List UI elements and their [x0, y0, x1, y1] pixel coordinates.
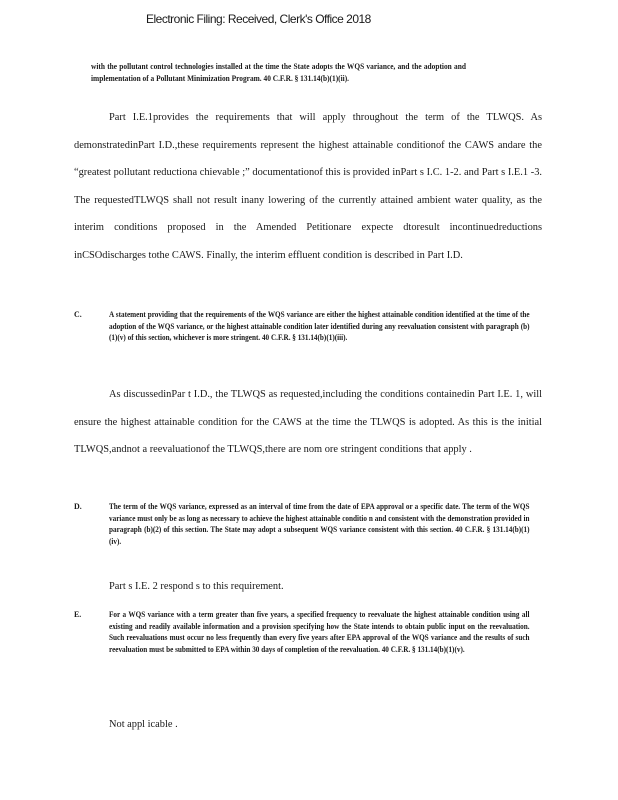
page-header-stamp: Ele‌ctron‌ic Filing: Received, Clerk's Office 2018	[146, 12, 371, 26]
paragraph-highest-attainable-text: As discussedinPar t I.D., the TLWQS as requested,including the conditions containedin Part I.E. 1, will ensure the highest attainable condition for the CAWS at the time the TLWQS is adopted. As this is the initial TLWQS,andnot a reevaluationof the TLWQS,there are nom ore stringent conditions that apply .	[74, 389, 542, 456]
response-item-e: Not appl icable .	[109, 719, 178, 730]
item-d-text: The term of the WQS variance, expressed as an interval of time from the date of EPA approval or a specific date. The term of the WQS variance must only be as long as necessary to achieve the highest attainable conditio n and consistent with the demonstration provided in paragraph (b)(2) of this section. The State may adopt a subsequent WQS variance consistent with this section. 40 C.F.R. § 131.14(b)(1)(iv).	[109, 502, 530, 547]
regulation-quote-continued: with the pollutant control technologies installed at the time the State adopts the WQS variance, and the adoption and implementation of a Pollutant Minimization Program. 40 C.F.R. § 131.14(b)(1)(ii).	[91, 61, 466, 83]
item-d-letter: D.	[74, 501, 82, 511]
item-c-text: A statement providing that the requirements of the WQS variance are either the highest attainable condition identified at the time of the adoption of the WQS variance, or the highest attainable condition later identified during any reevaluation consistent with paragraph (b)(1)(v) of this section, whichever is more stringent. 40 C.F.R. § 131.14(b)(1)(iii).	[109, 310, 530, 343]
response-item-d: Part s I.E. 2 respond s to this requirement.	[109, 581, 284, 592]
item-e-letter: E.	[74, 609, 82, 619]
paragraph-highest-attainable	[74, 381, 542, 464]
paragraph-part-ie1	[74, 104, 542, 270]
item-c-letter: C.	[74, 309, 82, 319]
item-e-text: For a WQS variance with a term greater than five years, a specified frequency to reevaluate the highest attainable condition using all existing and readily available information and a provision specifying how the State intends to obtain public input on the reevaluation. Such reevaluations must occur no less frequently than every five years after EPA approval of the WQS variance and the results of such reevaluation must be submitted to EPA within 30 days of completion of the reevaluation. 40 C.F.R. § 131.14(b)(1)(v).	[109, 610, 530, 655]
paragraph-part-ie1-text: Part I.E.1provides the requirements that will apply throughout the term of the TLWQS. As demonstratedinPart I.D.,these requirements represent the highest attainable conditionof the CAWS andare the “greatest pollutant reductiona chievable ;” documentationof this is provided inPart s I.C. 1-2. and Part s I.E.1 -3. The requestedTLWQS shall not result inany lowering of the currently attained ambient water quality, as the interim conditions proposed in the Amended Petitionare expecte dtoresult incontinuedreductions inCSOdischarges tothe CAWS. Finally, the interim effluent condition is described in Part I.D.	[74, 112, 542, 261]
